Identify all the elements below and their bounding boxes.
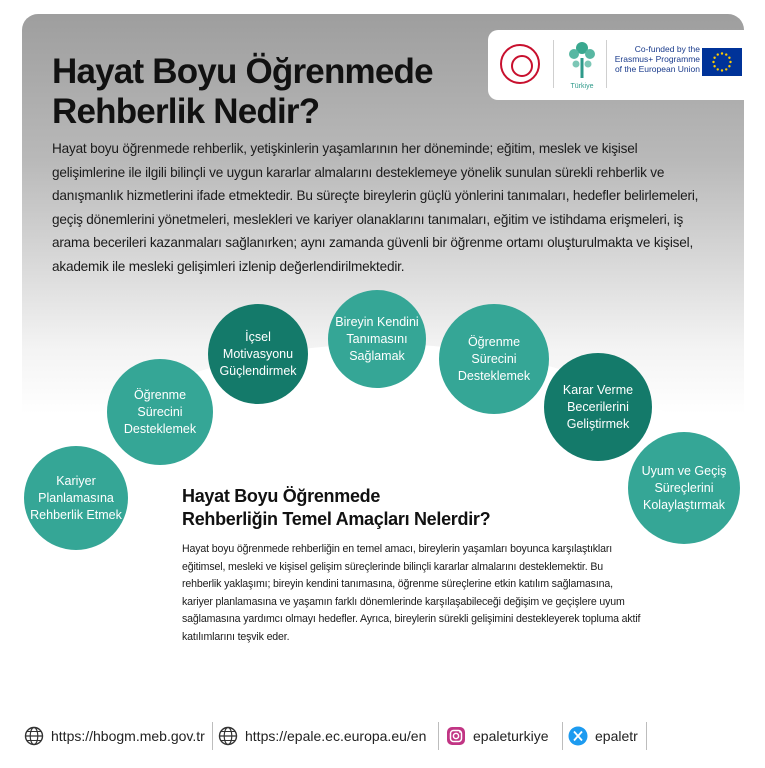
footer-link-meb[interactable] — [24, 718, 205, 754]
globe-icon — [218, 726, 238, 746]
subtitle-line: Rehberliğin Temel Amaçları Nelerdir? — [182, 509, 491, 529]
goal-circle-label: Karar Verme Becerilerini Geliştirmek — [562, 382, 634, 431]
footer-divider — [212, 722, 213, 750]
footer-links — [22, 718, 744, 754]
footer-link-text[interactable]: https://epale.ec.europa.eu/en — [245, 728, 427, 744]
page-title — [52, 52, 472, 132]
footer-divider — [646, 722, 647, 750]
footer-divider — [438, 722, 439, 750]
logo-divider — [553, 40, 554, 88]
goal-circle-self-knowledge — [328, 290, 426, 388]
section-subtitle — [182, 485, 542, 531]
footer-link-text[interactable]: https://hbogm.meb.gov.tr — [51, 728, 205, 744]
twitter-x-icon — [568, 726, 588, 746]
footer-link-epale[interactable] — [218, 718, 426, 754]
eu-text-line: Erasmus+ Programme — [614, 54, 700, 64]
eu-text-line: Co-funded by the — [634, 44, 700, 54]
globe-icon — [24, 726, 44, 746]
eu-cofunded-text — [604, 44, 700, 74]
title-line: Rehberlik Nedir? — [52, 92, 320, 131]
tree-logo-label: Türkiye — [570, 83, 594, 90]
footer-divider — [562, 722, 563, 750]
tree-logo-icon — [566, 40, 598, 80]
goal-circle-label: İçsel Motivasyonu Güçlendirmek — [219, 329, 297, 378]
goal-circle-motivation — [208, 304, 308, 404]
instagram-icon — [446, 726, 466, 746]
goal-circle-learning-process — [439, 304, 549, 414]
footer-link-twitter[interactable] — [568, 718, 638, 754]
footer-link-text[interactable]: epaleturkiye — [473, 728, 549, 744]
meb-seal-logo — [500, 44, 540, 84]
goal-circle-label: Öğrenme Sürecini Desteklemek — [123, 387, 197, 436]
goal-circle-learning-support — [107, 359, 213, 465]
footer-link-instagram[interactable] — [446, 718, 549, 754]
goal-circle-career-planning — [24, 446, 128, 550]
subtitle-line: Hayat Boyu Öğrenmede — [182, 486, 381, 506]
goal-circle-adaptation — [628, 432, 740, 544]
footer-link-text[interactable]: epaletr — [595, 728, 638, 744]
goals-paragraph: Hayat boyu öğrenmede rehberliğin en temel amacı, bireylerin yaşamları boyunca karşılaştıkları eğitimsel, mesleki ve kişisel gelişim süreçlerinde bilinçli kararlar almalarını desteklemektir. Bu rehberlik yaklaşımı; bireyin kendini tanımasına, öğrenme süreçlerine etkin katılım sağlamasına, kariyer planlamasına ve yaşamın farklı dönemlerinde karşılaşabileceği değişim ve geçişlere uyum sağlamasına yardımcı olmayı hedefler. Ayrıca, bireylerin sürekli gelişimini destekleyerek topluma aktif katılımlarını teşvik eder. — [182, 543, 641, 643]
goal-circle-decision-making — [544, 353, 652, 461]
eu-flag-icon — [702, 48, 742, 76]
title-line: Hayat Boyu Öğrenmede — [52, 52, 433, 91]
goal-circle-label: Uyum ve Geçiş Süreçlerini Kolaylaştırmak — [641, 463, 727, 512]
goal-circle-label: Bireyin Kendini Tanımasını Sağlamak — [335, 314, 419, 363]
goal-circle-label: Öğrenme Sürecini Desteklemek — [457, 334, 531, 383]
goal-circle-label: Kariyer Planlamasına Rehberlik Etmek — [30, 473, 122, 522]
intro-paragraph: Hayat boyu öğrenmede rehberlik, yetişkinlerin yaşamlarının her döneminde; eğitim, meslek ve kişisel gelişimlerine ile ilgili bilinçli ve uygun kararlar almalarını desteklemeye yönelik sunulan sürekli rehberlik ve danışmanlık hizmetlerini ifade etmektedir. Bu süreçte bireylerin güçlü yönlerini tanımaları, hedefler belirlemeleri, geçiş dönemlerini yönetmeleri, meslekleri ve kariyer olanaklarını tanımaları, eğitim ve istihdama erişmeleri, iş arama becerileri kazanmaları sağlanırken; aynı zamanda güvenli bir öğrenme ortamı oluşturulmakta ve kişisel, akademik ile mesleki gelişimleri izlenip değerlendirilmektedir. — [52, 141, 699, 274]
eu-text-line: of the European Union — [614, 64, 700, 74]
